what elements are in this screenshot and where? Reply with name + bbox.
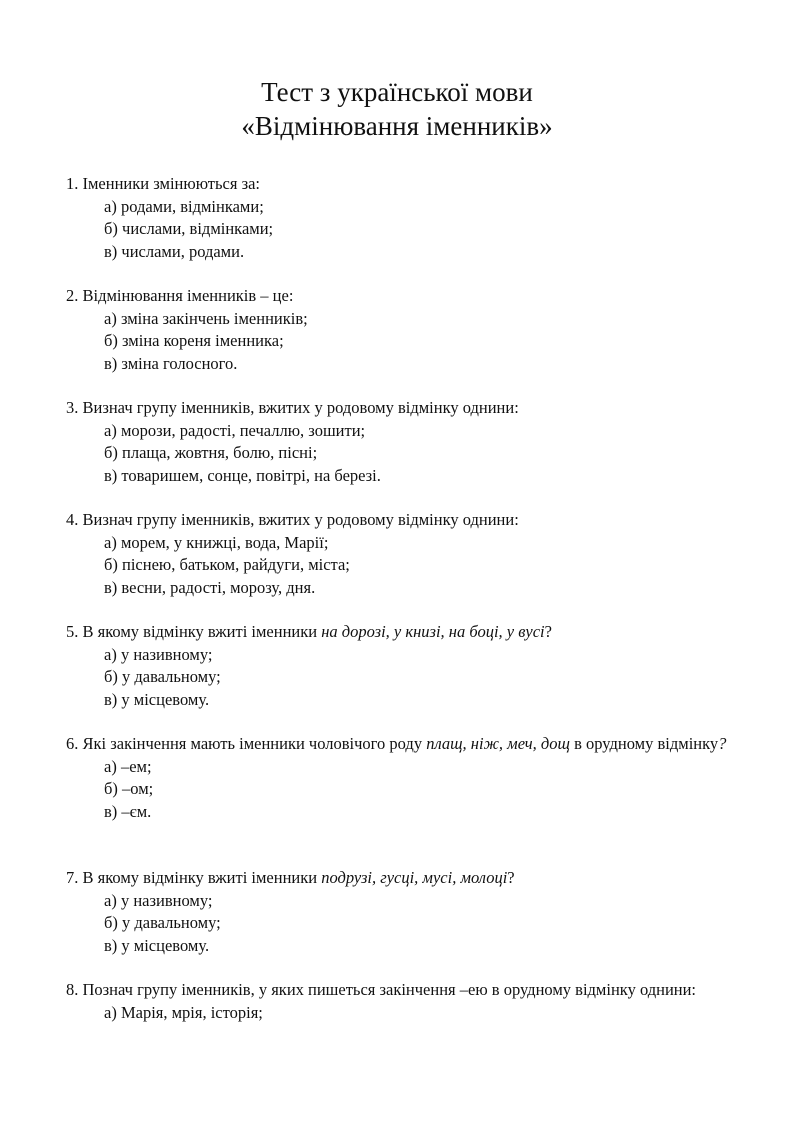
option-a: а) у називному; — [104, 890, 213, 910]
option-b: б) зміна кореня іменника; — [104, 331, 284, 350]
question-text-italic: плащ, ніж, меч, дощ — [426, 734, 570, 753]
question-2 — [66, 285, 728, 375]
option-b: б) у давальному; — [104, 913, 221, 932]
option-a: а) зміна закінчень іменників; — [104, 308, 308, 328]
option-c: в) числами, родами. — [104, 241, 245, 261]
option-a: а) морем, у книжці, вода, Марії; — [104, 532, 329, 552]
option-a: а) родами, відмінками; — [104, 196, 264, 216]
question-text: 8. Познач групу іменників, у яких пишеться закінчення –ею в орудному відмінку однини: — [66, 980, 697, 999]
question-4 — [66, 509, 728, 599]
option-a: а) –ем; — [104, 756, 152, 776]
question-text: 1. Іменники змінюються за: — [66, 174, 260, 193]
option-a: а) морози, радості, печаллю, зошити; — [104, 420, 366, 440]
page-title-line-1: Тест з української мови — [261, 77, 533, 107]
option-a: а) у називному; — [104, 644, 213, 664]
question-text-prefix: 7. В якому відмінку вжиті іменники — [66, 868, 322, 887]
question-5 — [66, 621, 728, 711]
question-text-suffix-italic: ? — [718, 734, 727, 753]
question-8 — [66, 979, 728, 1024]
question-text — [66, 867, 728, 890]
question-text — [66, 621, 728, 644]
question-text-suffix: в орудному відмінку — [569, 734, 719, 753]
option-c: в) весни, радості, морозу, дня. — [104, 577, 316, 597]
question-text-suffix: ? — [507, 868, 515, 887]
option-b: б) у давальному; — [104, 667, 221, 686]
option-b: б) піснею, батьком, райдуги, міста; — [104, 555, 350, 574]
option-c: в) у місцевому. — [104, 935, 210, 955]
question-text: 4. Визнач групу іменників, вжитих у родовому відмінку однини: — [66, 510, 519, 529]
question-text-prefix: 5. В якому відмінку вжиті іменники — [66, 622, 322, 641]
question-3 — [66, 397, 728, 487]
option-b: б) плаща, жовтня, болю, пісні; — [104, 443, 318, 462]
option-a: а) Марія, мрія, історія; — [104, 1002, 263, 1022]
question-1 — [66, 173, 728, 263]
page-title-line-2: «Відмінювання іменників» — [241, 111, 553, 141]
question-text-italic: подрузі, гусці, мусі, молоці — [321, 868, 508, 887]
option-c: в) –єм. — [104, 801, 152, 821]
question-text-prefix: 6. Які закінчення мають іменники чоловічого роду — [66, 734, 427, 753]
option-c: в) у місцевому. — [104, 689, 210, 709]
option-c: в) зміна голосного. — [104, 353, 238, 373]
option-b: б) числами, відмінками; — [104, 219, 274, 238]
question-text: 2. Відмінювання іменників – це: — [66, 286, 294, 305]
question-text — [66, 733, 728, 756]
question-text-italic: на дорозі, у книзі, на боці, у вусі — [321, 622, 545, 641]
question-6 — [66, 733, 728, 823]
option-b: б) –ом; — [104, 779, 154, 798]
question-text-suffix: ? — [544, 622, 552, 641]
question-text: 3. Визнач групу іменників, вжитих у родовому відмінку однини: — [66, 398, 519, 417]
question-7 — [66, 867, 728, 957]
option-c: в) товаришем, сонце, повітрі, на березі. — [104, 465, 381, 485]
